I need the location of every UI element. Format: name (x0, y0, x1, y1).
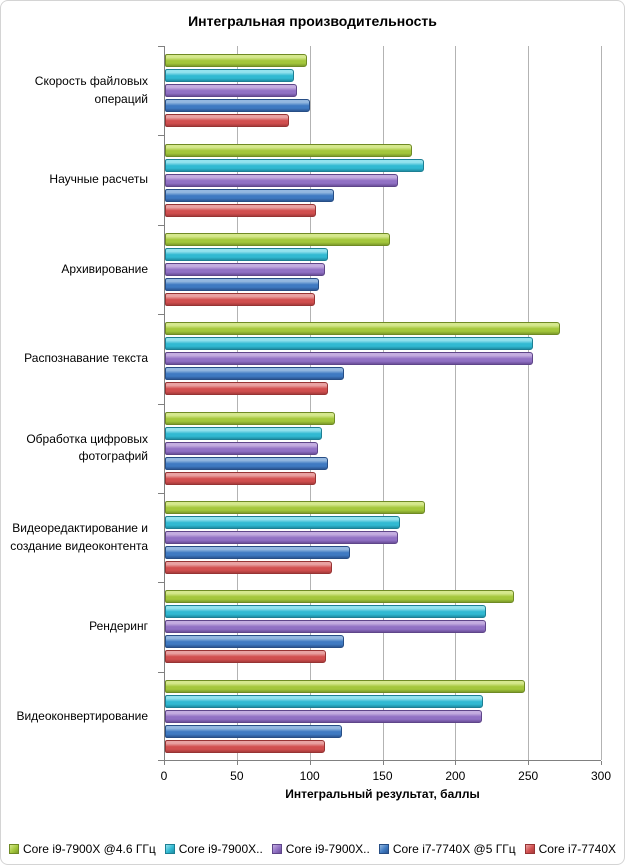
bar (165, 54, 307, 67)
bar (165, 605, 486, 618)
legend (1, 842, 624, 856)
category-group (165, 46, 601, 135)
bar (165, 740, 325, 753)
y-axis-tick (158, 46, 165, 47)
x-tick-label: 300 (590, 769, 612, 783)
legend-marker-icon (525, 844, 535, 854)
bar (165, 412, 335, 425)
category-group (165, 582, 601, 671)
bar (165, 293, 315, 306)
legend-item (525, 842, 616, 856)
bar (165, 710, 482, 723)
x-axis-tick (310, 761, 311, 765)
x-axis-tick (383, 761, 384, 765)
bar (165, 69, 294, 82)
legend-label: Core i9-7900X.. (285, 842, 370, 856)
legend-marker-icon (9, 844, 19, 854)
bar (165, 159, 424, 172)
bar (165, 114, 289, 127)
y-axis-tick (158, 404, 165, 405)
y-axis-tick (158, 672, 165, 673)
x-axis-tick (601, 761, 602, 765)
category-label: Видеоредактирование и создание видеоконтента (10, 521, 148, 553)
bar (165, 590, 514, 603)
x-axis-tick (164, 761, 165, 765)
legend-item (272, 842, 370, 856)
x-axis-tick (455, 761, 456, 765)
bar (165, 501, 425, 514)
bar (165, 367, 344, 380)
x-tick-label: 0 (160, 769, 168, 783)
y-axis-tick (158, 135, 165, 136)
bar (165, 204, 316, 217)
gridline (601, 46, 602, 760)
bar (165, 442, 318, 455)
bar (165, 695, 483, 708)
y-axis-tick (158, 225, 165, 226)
bar (165, 248, 328, 261)
category-group (165, 314, 601, 403)
legend-item (165, 842, 263, 856)
bar (165, 620, 486, 633)
x-tick-label: 100 (299, 769, 320, 783)
y-axis-tick (158, 493, 165, 494)
category-group (165, 225, 601, 314)
y-axis-labels (1, 46, 157, 761)
bar (165, 561, 332, 574)
bar (165, 278, 319, 291)
y-axis-tick (158, 314, 165, 315)
category-group (165, 135, 601, 224)
bar (165, 472, 316, 485)
legend-item (379, 842, 516, 856)
chart-title: Интегральная производительность (188, 13, 437, 29)
bar (165, 457, 328, 470)
bar (165, 531, 398, 544)
legend-marker-icon (165, 844, 175, 854)
category-label: Обработка цифровых фотографий (26, 431, 148, 464)
bar (165, 144, 412, 157)
x-axis-title: Интегральный результат, баллы (285, 787, 480, 801)
legend-label: Core i9-7900X.. (178, 842, 263, 856)
bar (165, 352, 533, 365)
legend-label: Core i7-7740X (538, 842, 617, 856)
x-axis-tick (528, 761, 529, 765)
x-tick-label: 150 (372, 769, 393, 783)
bar (165, 84, 297, 97)
category-label: Рендеринг (89, 619, 148, 634)
bar (165, 189, 334, 202)
bar (165, 650, 326, 663)
bar (165, 99, 310, 112)
bar (165, 322, 560, 335)
y-axis-tick (158, 582, 165, 583)
category-label: Скорость файловых операций (34, 74, 148, 106)
category-group (165, 672, 601, 761)
bar (165, 263, 325, 276)
legend-item (9, 842, 156, 856)
bar (165, 635, 344, 648)
x-tick-label: 200 (445, 769, 466, 783)
category-label: Распознавание текста (24, 351, 148, 366)
bar (165, 546, 350, 559)
legend-marker-icon (272, 844, 282, 854)
plot-area (164, 46, 601, 761)
bar (165, 174, 398, 187)
category-label: Архивирование (61, 261, 148, 276)
x-axis-tick (237, 761, 238, 765)
bar (165, 680, 525, 693)
category-group (165, 404, 601, 493)
bar (165, 725, 342, 738)
bar (165, 427, 322, 440)
category-label: Видеоконвертирование (16, 708, 148, 723)
legend-label: Core i7-7740X @5 ГГц (392, 842, 516, 856)
bar (165, 382, 328, 395)
bar (165, 337, 533, 350)
x-tick-label: 250 (518, 769, 539, 783)
legend-marker-icon (379, 844, 389, 854)
category-label: Научные расчеты (49, 172, 148, 187)
category-group (165, 493, 601, 582)
legend-label: Core i9-7900X @4.6 ГГц (22, 842, 156, 856)
bar (165, 516, 400, 529)
bar (165, 233, 390, 246)
x-tick-label: 50 (230, 769, 244, 783)
